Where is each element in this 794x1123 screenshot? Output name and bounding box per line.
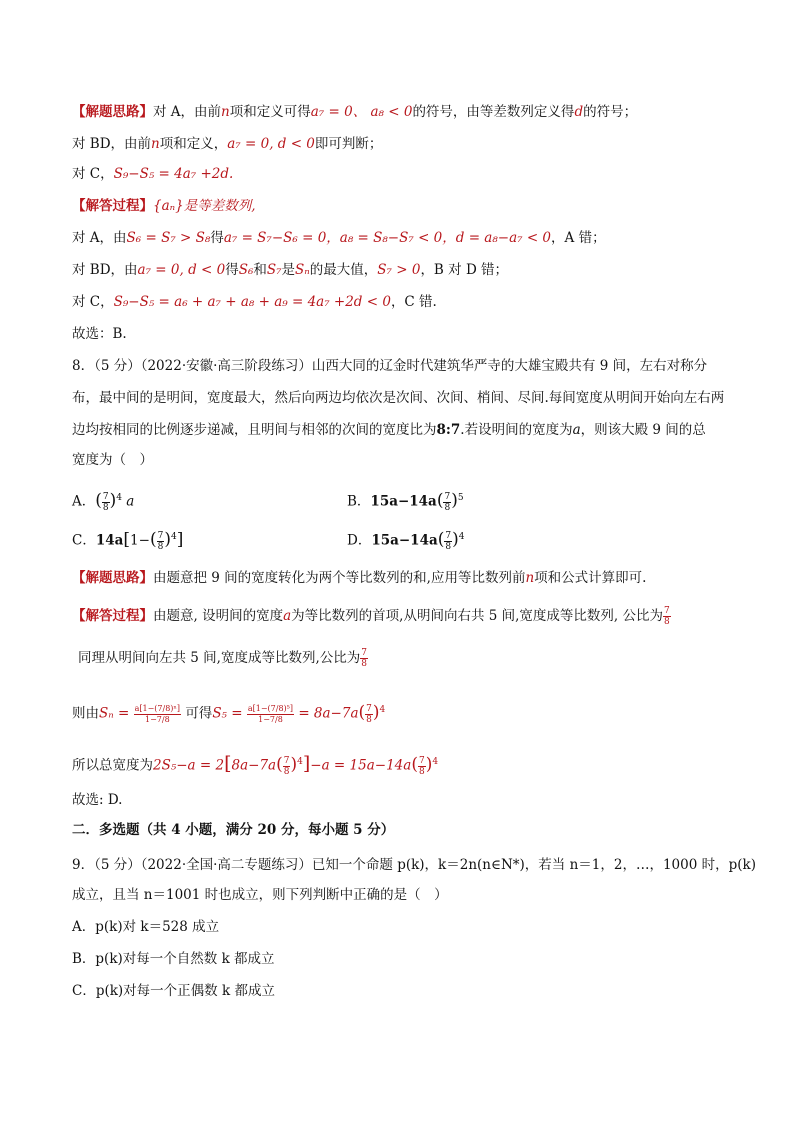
q7-proc-line-2: 对 BD，由a₇ = 0, d < 0得S₆和S₇是Sₙ的最大值，S₇ > 0，B 对 D 错；	[72, 262, 509, 278]
q9-stem-line-2: 成立，且当 n＝1001 时也成立，则下列判断中正确的是（ ）	[72, 887, 448, 903]
q7-answer: 故选：B.	[72, 326, 127, 342]
q8-stem-line-1: 8．（5 分）（2022·安徽·高三阶段练习）山西大同的辽金时代建筑华严寺的大雄宝殿共有 9 间，左右对称分	[72, 358, 708, 374]
q8-option-a: A．( $\frac{7}{8}$ )$^4$ a	[72, 490, 135, 513]
q7-proc-line-1: 对 A，由S₆ = S₇ > S₈得a₇ = S₇−S₆ = 0，a₈ = S₈−S₇ < 0，d = a₈−a₇ < 0，A 错；	[72, 230, 606, 246]
q7-idea-line-2: 对 BD，由前n项和定义，a₇ = 0, d < 0即可判断；	[72, 136, 383, 152]
q9-option-a: A．p(k)对 k＝528 成立	[72, 919, 220, 935]
q8-answer: 故选: D.	[72, 792, 123, 808]
q8-proc-line-4: 所以总宽度为2S₅−a = 2[8a−7a( $\frac{7}{8}$ )$^4$]−a = 15a−14a( $\frac{7}{8}$ )$^4$	[72, 752, 439, 777]
q9-stem-line-1: 9．（5 分）（2022·全国·高二专题练习）已知一个命题 p(k)，k＝2n(n∈N*)，若当 n＝1，2，…，1000 时，p(k)	[72, 857, 756, 873]
q8-option-c: C．14a[1−( $\frac{7}{8}$ )$^4$]	[72, 529, 184, 552]
q8-stem-line-4: 宽度为（ ）	[72, 452, 153, 468]
q7-idea-line-3: 对 C，S₉−S₅ = 4a₇ +2d.	[72, 166, 234, 182]
idea-tag: 【解题思路】	[72, 104, 153, 120]
proc-tag: 【解答过程】	[72, 198, 153, 214]
q8-option-b: B．15a−14a( $\frac{7}{8}$ )$^5$	[347, 490, 464, 513]
q8-stem-line-3: 边均按相同的比例逐步递减，且明间与相邻的次间的宽度比为8:7.若设明间的宽度为a，则该大殿 9 间的总	[72, 422, 706, 438]
q9-option-b: B．p(k)对每一个自然数 k 都成立	[72, 951, 275, 967]
q8-proc-line-3: 则由Sₙ = $\frac{\text{a[1−(7/8)ⁿ]}}{1-7/8}$ 可得S₅ = $\frac{\text{a[1−(7/8)⁵]}}{1-7/8}$ = 8a−7a( $\frac{7}{8}$ )$^4$	[72, 702, 386, 725]
q8-proc-line-1: 【解答过程】由题意, 设明间的宽度a为等比数列的首项,从明间向右共 5 间,宽度成等比数列, 公比为 $\frac{7}{8}$	[72, 606, 670, 627]
q7-proc-line-0: 【解答过程】{aₙ}是等差数列,	[72, 198, 256, 214]
q8-proc-line-2: 同理从明间向左共 5 间,宽度成等比数列,公比为 $\frac{7}{8}$	[78, 648, 367, 669]
q8-stem-line-2: 布，最中间的是明间，宽度最大，然后向两边均依次是次间、次间、梢间、尽间.每间宽度从明间开始向左右两	[72, 390, 725, 406]
q8-idea-line: 【解题思路】由题意把 9 间的宽度转化为两个等比数列的和,应用等比数列前n项和公式计算即可.	[72, 570, 647, 586]
q9-option-c: C．p(k)对每一个正偶数 k 都成立	[72, 983, 275, 999]
q8-option-d: D．15a−14a( $\frac{7}{8}$ )$^4$	[347, 529, 465, 552]
q7-proc-line-3: 对 C，S₉−S₅ = a₆ + a₇ + a₈ + a₉ = 4a₇ +2d < 0，C 错.	[72, 294, 437, 310]
section-heading: 二．多选题（共 4 小题，满分 20 分，每小题 5 分）	[72, 822, 395, 838]
q7-idea-line-1: 【解题思路】对 A，由前n项和定义可得a₇ = 0、 a₈ < 0的符号，由等差数列定义得d的符号；	[72, 104, 638, 120]
